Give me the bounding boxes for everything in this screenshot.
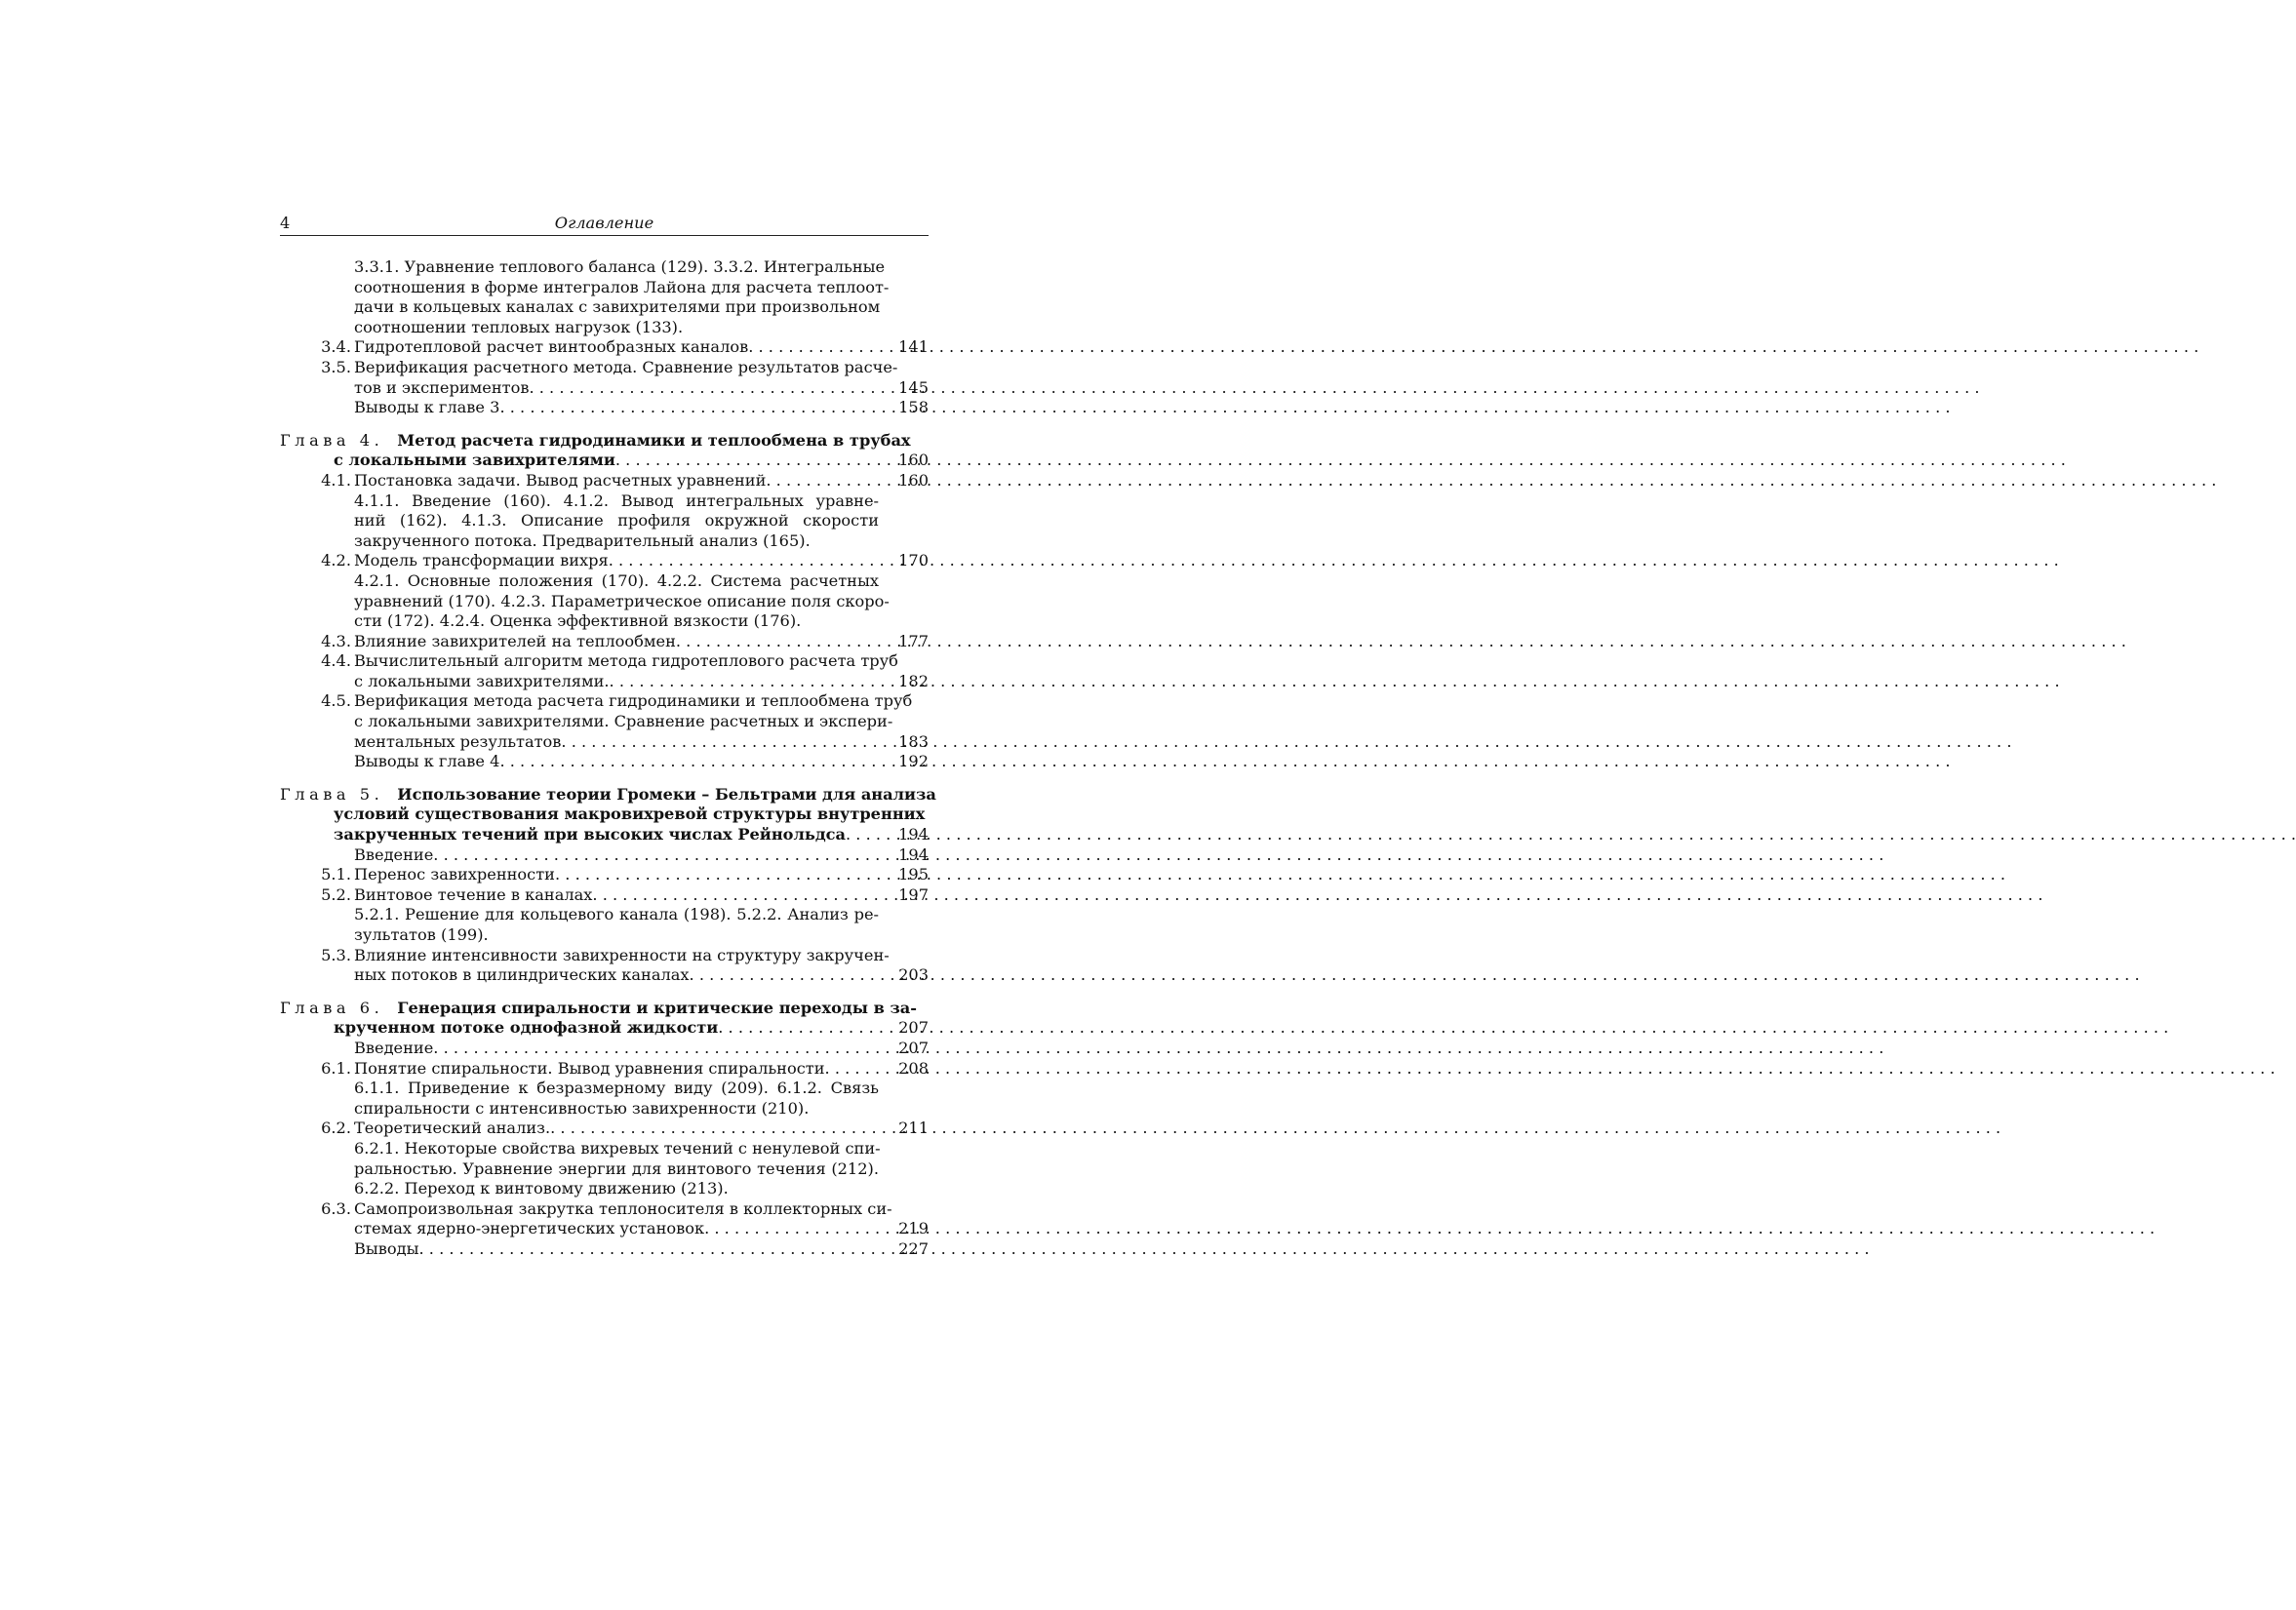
page-ref: 207: [898, 1038, 929, 1057]
section-number: 3.5.: [321, 357, 351, 376]
section-title: Понятие спиральности. Вывод уравнения спиральности: [354, 1058, 825, 1078]
toc-entry-4-1[interactable]: 4.1. Постановка задачи. Вывод расчетных уравнений . . . 160: [280, 471, 929, 491]
page-ref: 145: [898, 377, 929, 397]
page-ref: 160: [898, 470, 929, 490]
toc-subsection-line: спиральности с интенсивностью завихренности (210).: [354, 1098, 810, 1118]
page-ref: 195: [898, 865, 929, 884]
toc-chapter-4-cont[interactable]: с локальными завихрителями . . . 160: [280, 451, 929, 471]
section-title: Влияние интенсивности завихренности на структуру закручен-: [354, 945, 890, 964]
toc-entry-conclusions-3[interactable]: Выводы к главе 3 . . . 158: [280, 398, 929, 418]
toc-subsection-line: 3.3.1. Уравнение теплового баланса (129). 3.3.2. Интегральные: [354, 257, 886, 276]
chapter-title: Использование теории Громеки – Бельтрами для анализа: [397, 784, 936, 804]
section-title: Перенос завихренности: [354, 865, 555, 884]
page-number: 4: [280, 214, 291, 232]
page-ref: 227: [898, 1238, 929, 1258]
page-ref: 208: [898, 1058, 929, 1078]
section-title: Гидротепловой расчет винтообразных каналов: [354, 337, 749, 357]
page-ref: 194: [898, 844, 929, 864]
page-ref: 183: [898, 731, 929, 751]
toc-subsection-line: 6.1.1. Приведение к безразмерному виду (209). 6.1.2. Связь: [354, 1079, 879, 1098]
page-ref: 141: [898, 337, 929, 357]
section-title: Теоретический анализ.: [354, 1119, 551, 1138]
toc-entry-introduction-5[interactable]: Введение . . . 194: [280, 845, 929, 866]
toc-entry-6-3-cont[interactable]: стемах ядерно-энергетических установок . . . 219: [280, 1219, 929, 1239]
toc-chapter-5-cont[interactable]: условий существования макровихревой структуры внутренних: [334, 805, 926, 824]
section-title: Верификация расчетного метода. Сравнение результатов расче-: [354, 357, 898, 376]
toc-entry-conclusions-4[interactable]: Выводы к главе 4 . . . 192: [280, 752, 929, 772]
toc-subsection-line: 5.2.1. Решение для кольцевого канала (198). 5.2.2. Анализ ре-: [354, 905, 879, 924]
toc-entry-6-2[interactable]: 6.2. Теоретический анализ. . . . 211: [280, 1119, 929, 1139]
toc-chapter-4[interactable]: [280, 431, 929, 452]
page-ref: 211: [898, 1119, 929, 1138]
section-title: Вычислительный алгоритм метода гидротеплового расчета труб: [354, 651, 898, 671]
toc-entry-4-4-cont[interactable]: с локальными завихрителями. . . . 182: [280, 672, 929, 692]
page-ref: 160: [898, 451, 929, 470]
section-title: Влияние завихрителей на теплообмен: [354, 631, 676, 650]
toc-subsection-line: уравнений (170). 4.2.3. Параметрическое описание поля скоро-: [354, 591, 890, 610]
page-ref: 158: [898, 398, 929, 417]
toc-entry-4-4[interactable]: 4.4. Вычислительный алгоритм метода гидротеплового расчета труб: [321, 651, 898, 671]
toc-entry-3-5-cont[interactable]: тов и экспериментов . . . 145: [280, 378, 929, 399]
toc-subsection-line: сти (172). 4.2.4. Оценка эффективной вязкости (176).: [354, 611, 802, 631]
toc-chapter-6-cont[interactable]: крученном потоке однофазной жидкости . . . 207: [280, 1018, 929, 1039]
page-ref: 197: [898, 884, 929, 904]
toc-entry-6-1[interactable]: 6.1. Понятие спиральности. Вывод уравнения спиральности . . . 208: [280, 1059, 929, 1080]
page-ref: 192: [898, 752, 929, 771]
chapter-label: Глава 4.: [280, 430, 384, 450]
toc-chapter-6[interactable]: [280, 999, 929, 1019]
toc-chapter-5-cont[interactable]: закрученных течений при высоких числах Рейнольдса . . . 194: [280, 825, 929, 845]
toc-entry-3-5[interactable]: [280, 358, 929, 378]
page-ref: 182: [898, 671, 929, 690]
section-title: Винтовое течение в каналах: [354, 884, 593, 904]
section-number: 3.4.: [321, 337, 351, 357]
page-ref: 207: [898, 1018, 929, 1038]
page-ref: 203: [898, 965, 929, 985]
toc-subsection-line: 4.2.1. Основные положения (170). 4.2.2. Система расчетных: [354, 570, 879, 590]
toc-subsection-line: 6.2.1. Некоторые свойства вихревых течений с ненулевой спи-: [354, 1138, 881, 1158]
toc-entry-introduction-6[interactable]: Введение . . . 207: [280, 1039, 929, 1059]
toc-subsection-line: зультатов (199).: [354, 925, 489, 944]
toc-entry-4-5[interactable]: 4.5. Верификация метода расчета гидродинамики и теплообмена труб: [321, 691, 913, 711]
toc-entry-6-3[interactable]: 6.3. Самопроизвольная закрутка теплоносителя в коллекторных си-: [321, 1198, 892, 1218]
section-title: Самопроизвольная закрутка теплоносителя в коллекторных си-: [354, 1198, 892, 1218]
chapter-label: Глава 6.: [280, 998, 384, 1017]
toc-entry-4-3[interactable]: 4.3. Влияние завихрителей на теплообмен . . . 177: [280, 632, 929, 652]
table-of-contents: [280, 257, 936, 1260]
toc-subsection-line: 4.1.1. Введение (160). 4.1.2. Вывод интегральных уравне-: [354, 491, 879, 510]
page-ref: 219: [898, 1219, 929, 1238]
toc-entry-3-4[interactable]: [280, 337, 929, 358]
toc-subsection-line: 6.2.2. Переход к винтовому движению (213).: [354, 1179, 729, 1198]
chapter-title: Метод расчета гидродинамики и теплообмена в трубах: [397, 430, 911, 450]
toc-subsection-line: закрученного потока. Предварительный анализ (165).: [354, 530, 811, 550]
toc-entry-5-2[interactable]: 5.2. Винтовое течение в каналах . . . 197: [280, 885, 929, 906]
toc-entry-4-5-cont[interactable]: ментальных результатов . . . 183: [280, 732, 929, 753]
chapter-title: Генерация спиральности и критические переходы в за-: [397, 998, 917, 1017]
chapter-label: Глава 5.: [280, 784, 384, 804]
toc-subsection-line: соотношении тепловых нагрузок (133).: [354, 317, 684, 336]
toc-entry-5-3-cont[interactable]: ных потоков в цилиндрических каналах . . . 203: [280, 965, 929, 986]
toc-subsection-line: дачи в кольцевых каналах с завихрителями при произвольном: [354, 297, 881, 317]
section-title: Модель трансформации вихря: [354, 551, 609, 570]
toc-subsection-line: ний (162). 4.1.3. Описание профиля окружной скорости: [354, 511, 879, 530]
section-title: Постановка задачи. Вывод расчетных уравнений: [354, 470, 767, 490]
section-title: Верификация метода расчета гидродинамики и теплообмена труб: [354, 691, 913, 711]
page-ref: 170: [898, 551, 929, 570]
toc-entry-conclusions-6[interactable]: Выводы . . . 227: [280, 1239, 929, 1260]
page-ref: 177: [898, 631, 929, 650]
toc-subsection-line: соотношения в форме интегралов Лайона для расчета теплоот-: [354, 277, 890, 296]
page-header: [280, 214, 929, 236]
running-title: Оглавление: [554, 214, 654, 232]
page-ref: 194: [898, 825, 929, 844]
toc-entry-5-1[interactable]: 5.1. Перенос завихренности . . . 195: [280, 865, 929, 885]
toc-chapter-5[interactable]: [280, 784, 936, 805]
toc-subsection-line: ральностью. Уравнение энергии для винтового течения (212).: [354, 1158, 879, 1178]
toc-entry-4-5-cont[interactable]: с локальными завихрителями. Сравнение расчетных и экспери-: [354, 712, 893, 731]
toc-entry-4-2[interactable]: 4.2. Модель трансформации вихря . . . 170: [280, 551, 929, 571]
toc-entry-5-3[interactable]: 5.3. Влияние интенсивности завихренности на структуру закручен-: [321, 945, 890, 964]
